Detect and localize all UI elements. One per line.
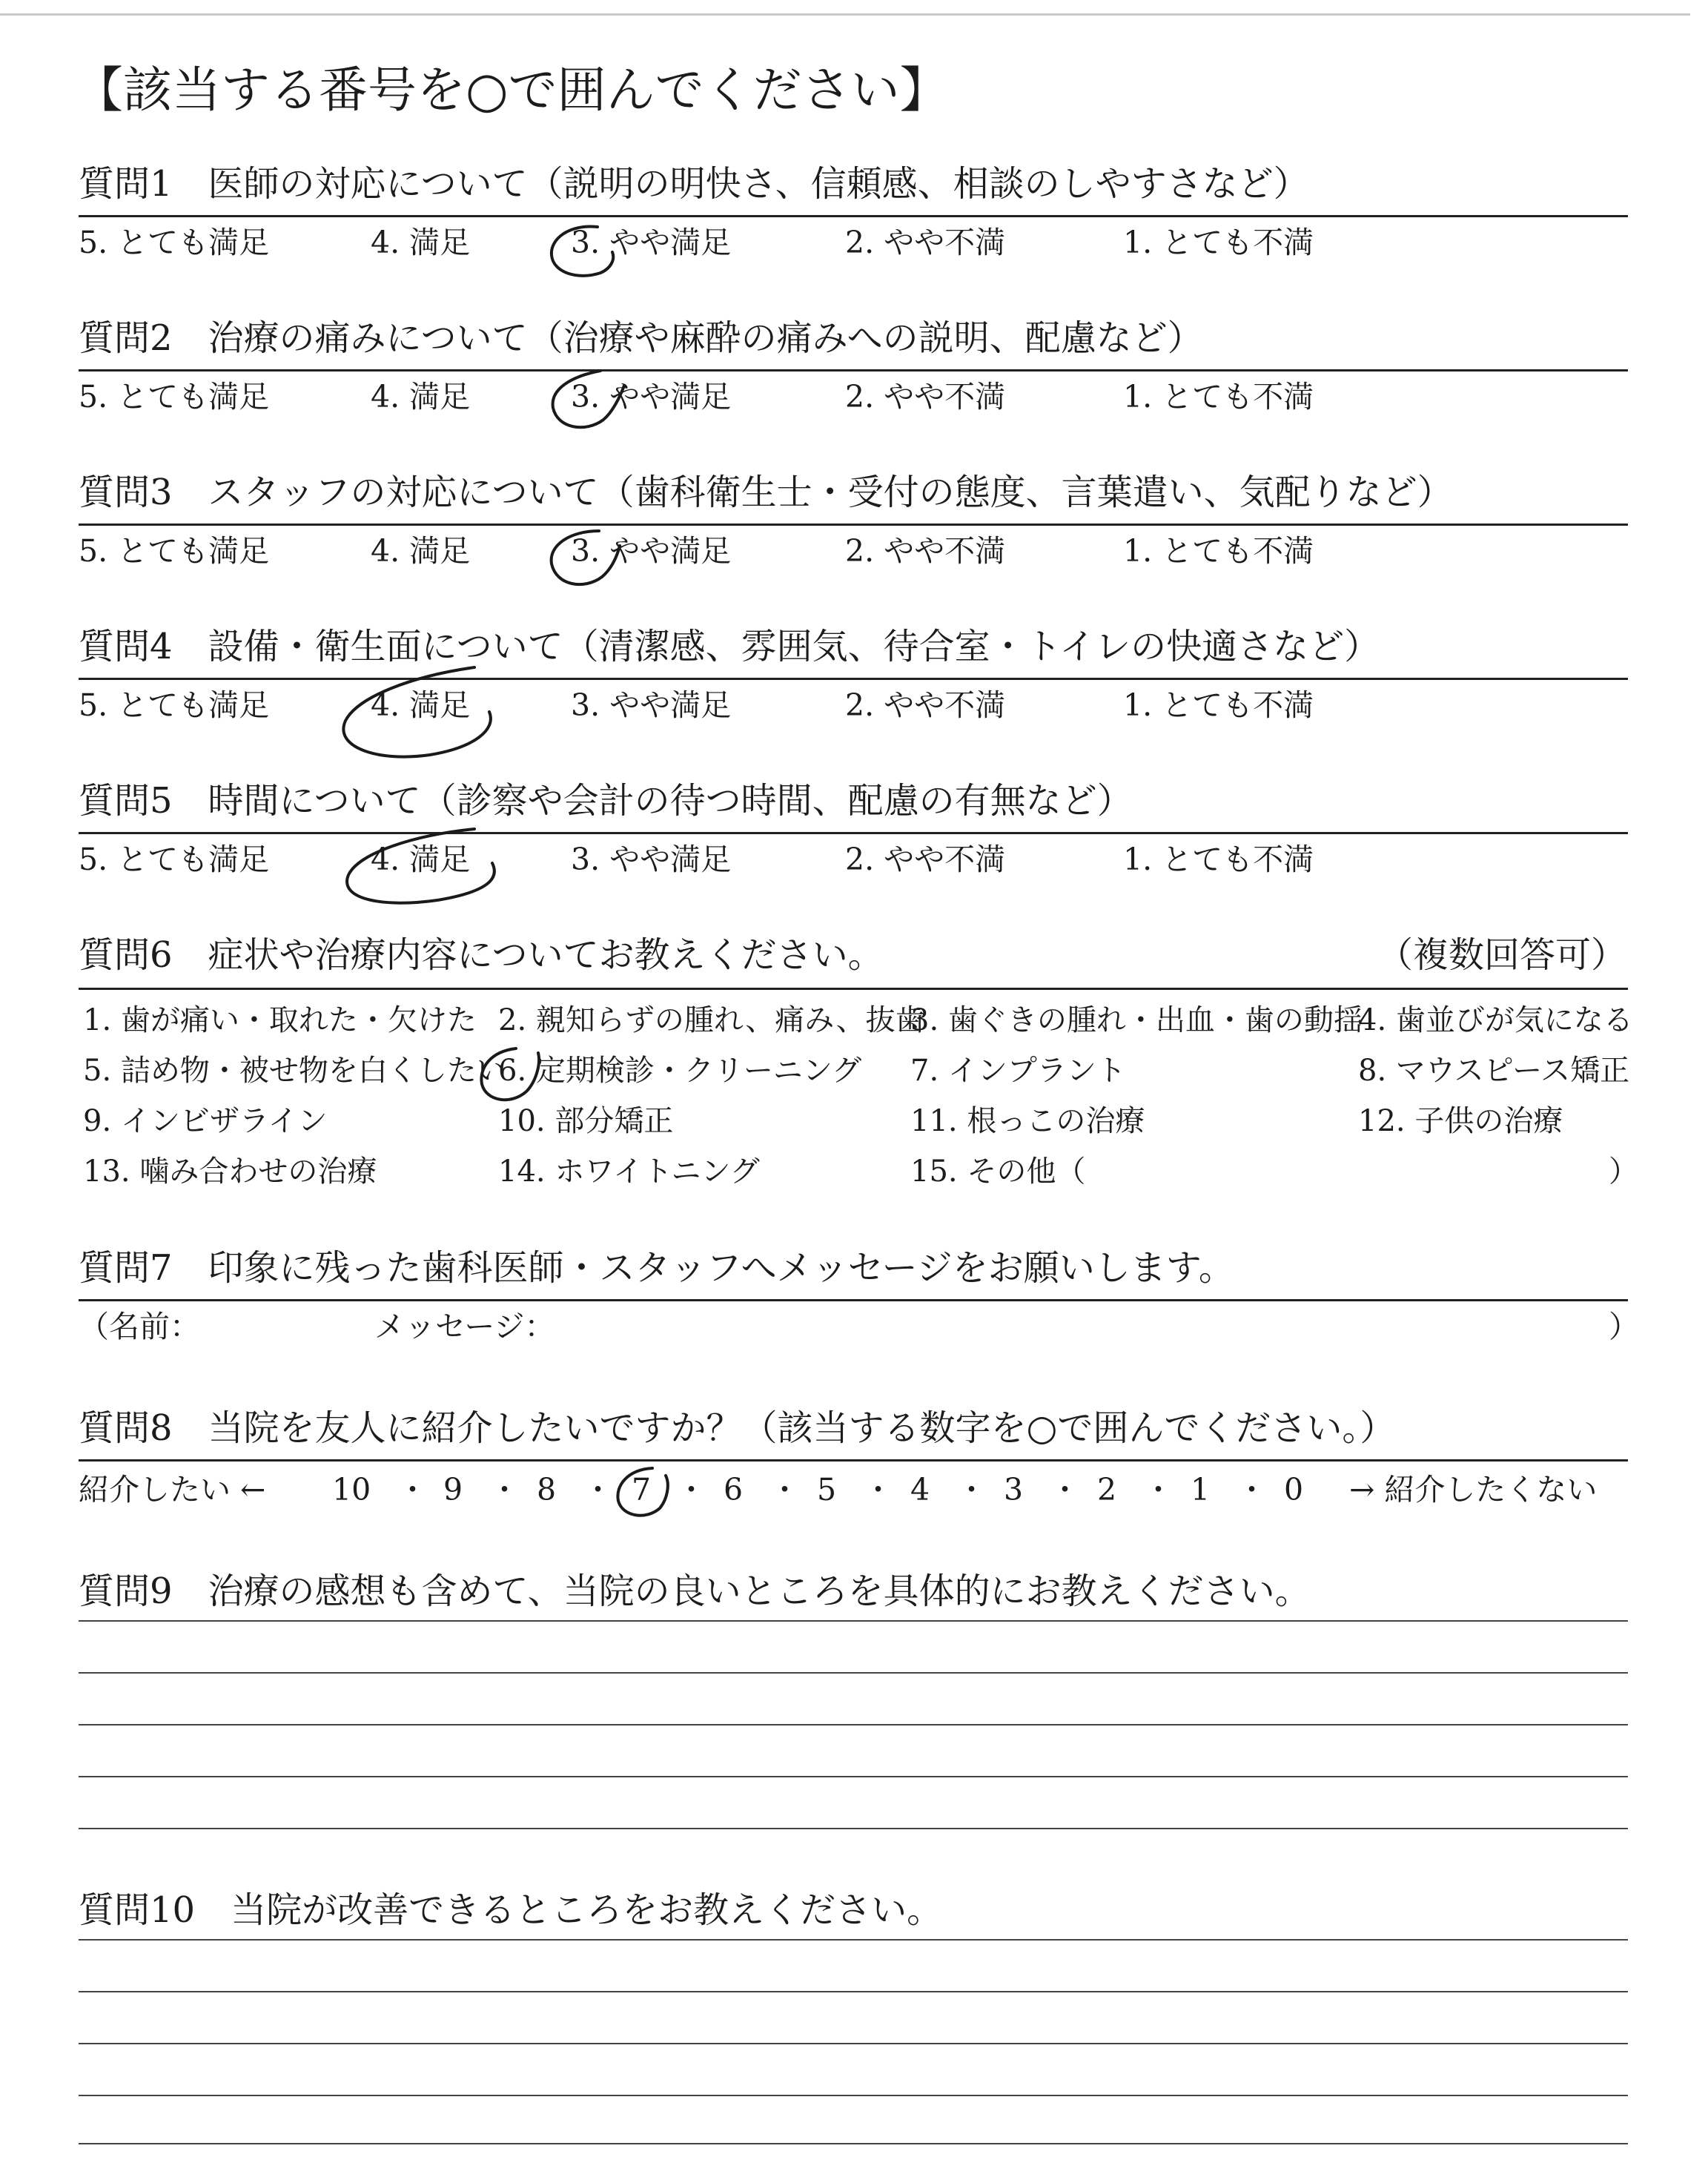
q3-option-4[interactable]: 4. 満足 <box>371 533 471 569</box>
q9-answer-line[interactable] <box>79 1828 1628 1829</box>
q8-value-6[interactable]: 6 <box>724 1472 744 1507</box>
q6-option-7[interactable]: 7. インプラント <box>910 1054 1126 1088</box>
question-2-title: 質問2 治療の痛みについて（治療や麻酔の痛みへの説明、配慮など） <box>79 317 1203 359</box>
q6-option-3[interactable]: 3. 歯ぐきの腫れ・出血・歯の動揺 <box>910 1003 1363 1037</box>
question-7-title: 質問7 印象に残った歯科医師・スタッフへメッセージをお願いします。 <box>79 1247 1234 1289</box>
q4-option-3[interactable]: 3. やや満足 <box>571 687 732 723</box>
q3-option-1[interactable]: 1. とても不満 <box>1123 533 1314 569</box>
q8-value-3[interactable]: 3 <box>1004 1472 1024 1507</box>
q6-option-2[interactable]: 2. 親知らずの腫れ、痛み、抜歯 <box>498 1003 925 1037</box>
q2-option-2[interactable]: 2. やや不満 <box>845 379 1006 415</box>
q7-close-paren: ） <box>1609 1309 1639 1344</box>
q8-separator: ・ <box>1143 1472 1174 1507</box>
question-3-rule <box>79 524 1628 526</box>
q8-separator: ・ <box>583 1472 613 1507</box>
q8-value-2[interactable]: 2 <box>1097 1472 1117 1507</box>
question-2-rule <box>79 369 1628 371</box>
q6-option-14[interactable]: 14. ホワイトニング <box>498 1155 760 1189</box>
question-4-rule <box>79 678 1628 680</box>
q10-answer-line[interactable] <box>79 2143 1628 2144</box>
question-6-title: 質問6 症状や治療内容についてお教えください。 <box>79 934 884 976</box>
q3-option-3[interactable]: 3. やや満足 <box>571 533 732 569</box>
q10-answer-line[interactable] <box>79 2095 1628 2096</box>
question-8-rule <box>79 1459 1628 1462</box>
q8-separator: ・ <box>397 1472 428 1507</box>
q4-option-4[interactable]: 4. 満足 <box>371 687 471 723</box>
q7-message-label[interactable]: メッセージ： <box>374 1309 555 1344</box>
q6-option-15[interactable]: 15. その他（ <box>910 1155 1086 1189</box>
q1-option-4[interactable]: 4. 満足 <box>371 225 471 260</box>
q8-separator: ・ <box>676 1472 706 1507</box>
q8-separator: ・ <box>489 1472 520 1507</box>
question-7-rule <box>79 1299 1628 1301</box>
q8-left-label: 紹介したい ← <box>79 1472 266 1507</box>
q8-value-5[interactable]: 5 <box>817 1472 837 1507</box>
question-5-title: 質問5 時間について（診察や会計の待つ時間、配慮の有無など） <box>79 780 1133 822</box>
q2-option-3[interactable]: 3. やや満足 <box>571 379 732 415</box>
q6-option-5[interactable]: 5. 詰め物・被せ物を白くしたい <box>83 1054 506 1088</box>
question-1-rule <box>79 215 1628 217</box>
q2-option-5[interactable]: 5. とても満足 <box>79 379 270 415</box>
q8-separator: ・ <box>863 1472 893 1507</box>
q5-option-4[interactable]: 4. 満足 <box>371 842 471 877</box>
q8-value-1[interactable]: 1 <box>1191 1472 1211 1507</box>
q3-option-5[interactable]: 5. とても満足 <box>79 533 270 569</box>
q1-option-3[interactable]: 3. やや満足 <box>571 225 732 260</box>
question-8-title: 質問8 当院を友人に紹介したいですか？（該当する数字を○で囲んでください。） <box>79 1407 1396 1449</box>
q8-value-9[interactable]: 9 <box>443 1472 463 1507</box>
q2-option-1[interactable]: 1. とても不満 <box>1123 379 1314 415</box>
q5-option-1[interactable]: 1. とても不満 <box>1123 842 1314 877</box>
q6-option-10[interactable]: 10. 部分矯正 <box>498 1104 674 1138</box>
q8-separator: ・ <box>769 1472 800 1507</box>
q4-option-5[interactable]: 5. とても満足 <box>79 687 270 723</box>
q7-name-label[interactable]: （名前： <box>79 1309 200 1344</box>
q4-option-1[interactable]: 1. とても不満 <box>1123 687 1314 723</box>
q3-option-2[interactable]: 2. やや不満 <box>845 533 1006 569</box>
q9-answer-line[interactable] <box>79 1620 1628 1622</box>
q8-value-0[interactable]: 0 <box>1284 1472 1304 1507</box>
q9-answer-line[interactable] <box>79 1672 1628 1674</box>
q8-right-label: → 紹介したくない <box>1349 1472 1598 1507</box>
q8-separator: ・ <box>1237 1472 1267 1507</box>
question-9-title: 質問9 治療の感想も含めて、当院の良いところを具体的にお教えください。 <box>79 1571 1311 1612</box>
q6-option-4[interactable]: 4. 歯並びが気になる <box>1358 1003 1633 1037</box>
question-6-rule <box>79 988 1628 990</box>
q8-value-7[interactable]: 7 <box>632 1472 652 1507</box>
q6-option-9[interactable]: 9. インビザライン <box>83 1104 328 1138</box>
question-3-title: 質問3 スタッフの対応について（歯科衛生士・受付の態度、言葉遣い、気配りなど） <box>79 472 1453 513</box>
q10-answer-line[interactable] <box>79 1991 1628 1992</box>
q4-option-2[interactable]: 2. やや不満 <box>845 687 1006 723</box>
q6-option-12[interactable]: 12. 子供の治療 <box>1358 1104 1563 1138</box>
q1-option-2[interactable]: 2. やや不満 <box>845 225 1006 260</box>
q1-option-1[interactable]: 1. とても不満 <box>1123 225 1314 260</box>
q8-separator: ・ <box>956 1472 987 1507</box>
q10-answer-line[interactable] <box>79 2043 1628 2044</box>
q9-answer-line[interactable] <box>79 1776 1628 1777</box>
scan-top-edge <box>0 13 1690 16</box>
question-4-title: 質問4 設備・衛生面について（清潔感、雰囲気、待合室・トイレの快適さなど） <box>79 626 1380 667</box>
q6-other-close-paren: ） <box>1609 1155 1638 1189</box>
q5-option-3[interactable]: 3. やや満足 <box>571 842 732 877</box>
q6-option-6[interactable]: 6. 定期検診・クリーニング <box>498 1054 862 1088</box>
question-1-title: 質問1 医師の対応について（説明の明快さ、信頼感、相談のしやすさなど） <box>79 163 1309 205</box>
q10-answer-line[interactable] <box>79 1939 1628 1941</box>
q1-option-5[interactable]: 5. とても満足 <box>79 225 270 260</box>
q6-option-13[interactable]: 13. 噛み合わせの治療 <box>83 1155 377 1189</box>
q6-option-8[interactable]: 8. マウスピース矯正 <box>1358 1054 1630 1088</box>
q8-value-4[interactable]: 4 <box>910 1472 930 1507</box>
page-title: 【該当する番号を○で囲んでください】 <box>74 62 949 119</box>
question-10-title: 質問10 当院が改善できるところをお教えください。 <box>79 1889 943 1931</box>
question-6-note: （複数回答可） <box>1377 934 1626 976</box>
q5-option-5[interactable]: 5. とても満足 <box>79 842 270 877</box>
q8-separator: ・ <box>1050 1472 1080 1507</box>
q6-option-1[interactable]: 1. 歯が痛い・取れた・欠けた <box>83 1003 477 1037</box>
q6-option-11[interactable]: 11. 根っこの治療 <box>910 1104 1145 1138</box>
q5-option-2[interactable]: 2. やや不満 <box>845 842 1006 877</box>
q8-value-10[interactable]: 10 <box>332 1472 371 1507</box>
q8-value-8[interactable]: 8 <box>537 1472 557 1507</box>
question-5-rule <box>79 832 1628 834</box>
q2-option-4[interactable]: 4. 満足 <box>371 379 471 415</box>
q9-answer-line[interactable] <box>79 1724 1628 1725</box>
